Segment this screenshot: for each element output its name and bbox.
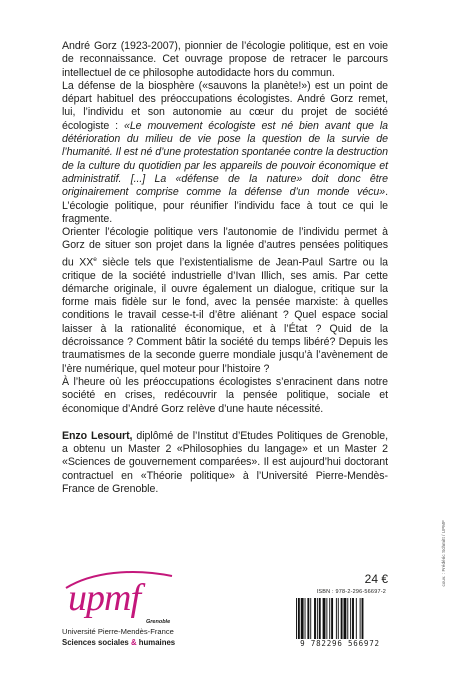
barcode-bar bbox=[352, 598, 354, 640]
biosphere-text: La défense de la biosphère («sauvons la planète!») est un point de départ habituel des préoccupations écologistes. André Gorz remet, lui, l’individu et son autonomie au cœur du projet de société écologiste : bbox=[62, 79, 388, 132]
barcode-bars bbox=[292, 598, 388, 640]
barcode-bar bbox=[356, 598, 357, 640]
price: 24 € bbox=[364, 572, 388, 586]
gorz-quote: «Le mouvement écologiste est né bien avant que la détérioration du milieu de vie pose la question de la survie de l’humanité. Il est né d’une protestation spontanée contre la destruction de la culture du quotidien par les appareils de pouvoir économique et administratif. [...] La «défense de la nature» doit donc être originairement comprise comme la défense d’un monde vécu» bbox=[62, 119, 388, 199]
biosphere-text-end: . L’écologie politique, pour réunifier l’individu face à tout ce qui le fragmente. bbox=[62, 186, 388, 225]
logo-city: Grenoble bbox=[146, 619, 171, 625]
barcode-bar bbox=[305, 598, 306, 640]
author-bio bbox=[62, 430, 388, 496]
conclusion-paragraph: À l’heure où les préoccupations écologistes s’enracinent dans notre société en crises, redécouvrir la pensée politique, sociale et économique d’André Gorz relève d’une haute nécessité. bbox=[62, 375, 388, 415]
cover-credit: couv. : Frédéric Schmitt / UPMF bbox=[441, 520, 446, 587]
barcode-bar bbox=[296, 598, 297, 640]
barcode-bar bbox=[307, 598, 309, 640]
logo-university: Université Pierre-Mendès-France bbox=[62, 627, 174, 636]
barcode-bar bbox=[347, 598, 348, 640]
barcode-bar bbox=[317, 598, 318, 640]
barcode-bar bbox=[323, 598, 326, 640]
autonomy-paragraph bbox=[62, 226, 388, 376]
barcode-bar bbox=[338, 598, 339, 640]
logo-tagline bbox=[62, 638, 175, 647]
barcode-number: 9 782296 566972 bbox=[292, 639, 388, 648]
isbn: ISBN : 978-2-296-56697-2 bbox=[316, 589, 386, 595]
logo-ampersand: & bbox=[130, 638, 137, 647]
logo-tagline-a: Sciences sociales bbox=[62, 638, 129, 647]
intro-paragraph: André Gorz (1923-2007), pionnier de l’écologie politique, est en voie de reconnaissance. Cet ouvrage propose de retracer le parcours intellectuel de ce philosophe autodidacte hors du commun. bbox=[62, 40, 388, 79]
barcode-bar bbox=[310, 598, 311, 640]
author-name: Enzo Lesourt, bbox=[62, 429, 133, 442]
barcode-bar bbox=[301, 598, 304, 640]
barcode bbox=[292, 598, 388, 648]
barcode-bar bbox=[298, 598, 300, 640]
author-bio-text: diplômé de l’Institut d’Etudes Politiques de Grenoble, a obtenu un Master 2 «Philosophies du langage» et un Master 2 «Sciences de gouvernement comparées». Il est aujourd’hui doctorant contractuel en «Théorie politique» à l’Université Pierre-Mendès-France de Grenoble. bbox=[62, 429, 388, 496]
autonomy-text-end: siècle tels que l’existentialisme de Jean-Paul Sartre ou la critique de la société industrielle d’Ivan Illich, ses amis. Par cette démarche originale, il ouvre également un dialogue, critique sur la forme mais fidèle sur le fond, avec la pensée marxiste: à quelles conditions le travail cesse-t-il d’être aliénant ? Quel espace social laisser à la rationalité économique, et à l’État ? Quid de la décroissance ? Comment bâtir la société du temps libéré? Depuis les traumatismes de la seconde guerre mondiale jusqu’à l’avènement de l’ère numérique, quel moteur pour l’histoire ? bbox=[62, 256, 389, 375]
upmf-wordmark bbox=[62, 566, 182, 622]
century-superscript: e bbox=[93, 255, 97, 263]
barcode-bar bbox=[314, 598, 316, 640]
logo-tagline-b: humaines bbox=[138, 638, 176, 647]
barcode-bar bbox=[362, 598, 364, 640]
upmf-logo bbox=[62, 566, 202, 676]
biosphere-paragraph bbox=[62, 80, 388, 226]
barcode-bar bbox=[329, 598, 330, 640]
logo-brand-text: upmf bbox=[68, 577, 140, 619]
barcode-bar bbox=[344, 598, 347, 640]
autonomy-text: Orienter l’écologie politique vers l’autonomie de l’individu permet à Gorz de situer son projet dans la lignée d’autres pensées politiques du XX bbox=[62, 226, 388, 269]
barcode-bar bbox=[319, 598, 321, 640]
barcode-bar bbox=[350, 598, 351, 640]
barcode-bar bbox=[341, 598, 343, 640]
barcode-bar bbox=[336, 598, 337, 640]
barcode-bar bbox=[360, 598, 361, 640]
barcode-bar bbox=[326, 598, 327, 640]
back-cover-text bbox=[62, 40, 388, 496]
barcode-bar bbox=[331, 598, 333, 640]
